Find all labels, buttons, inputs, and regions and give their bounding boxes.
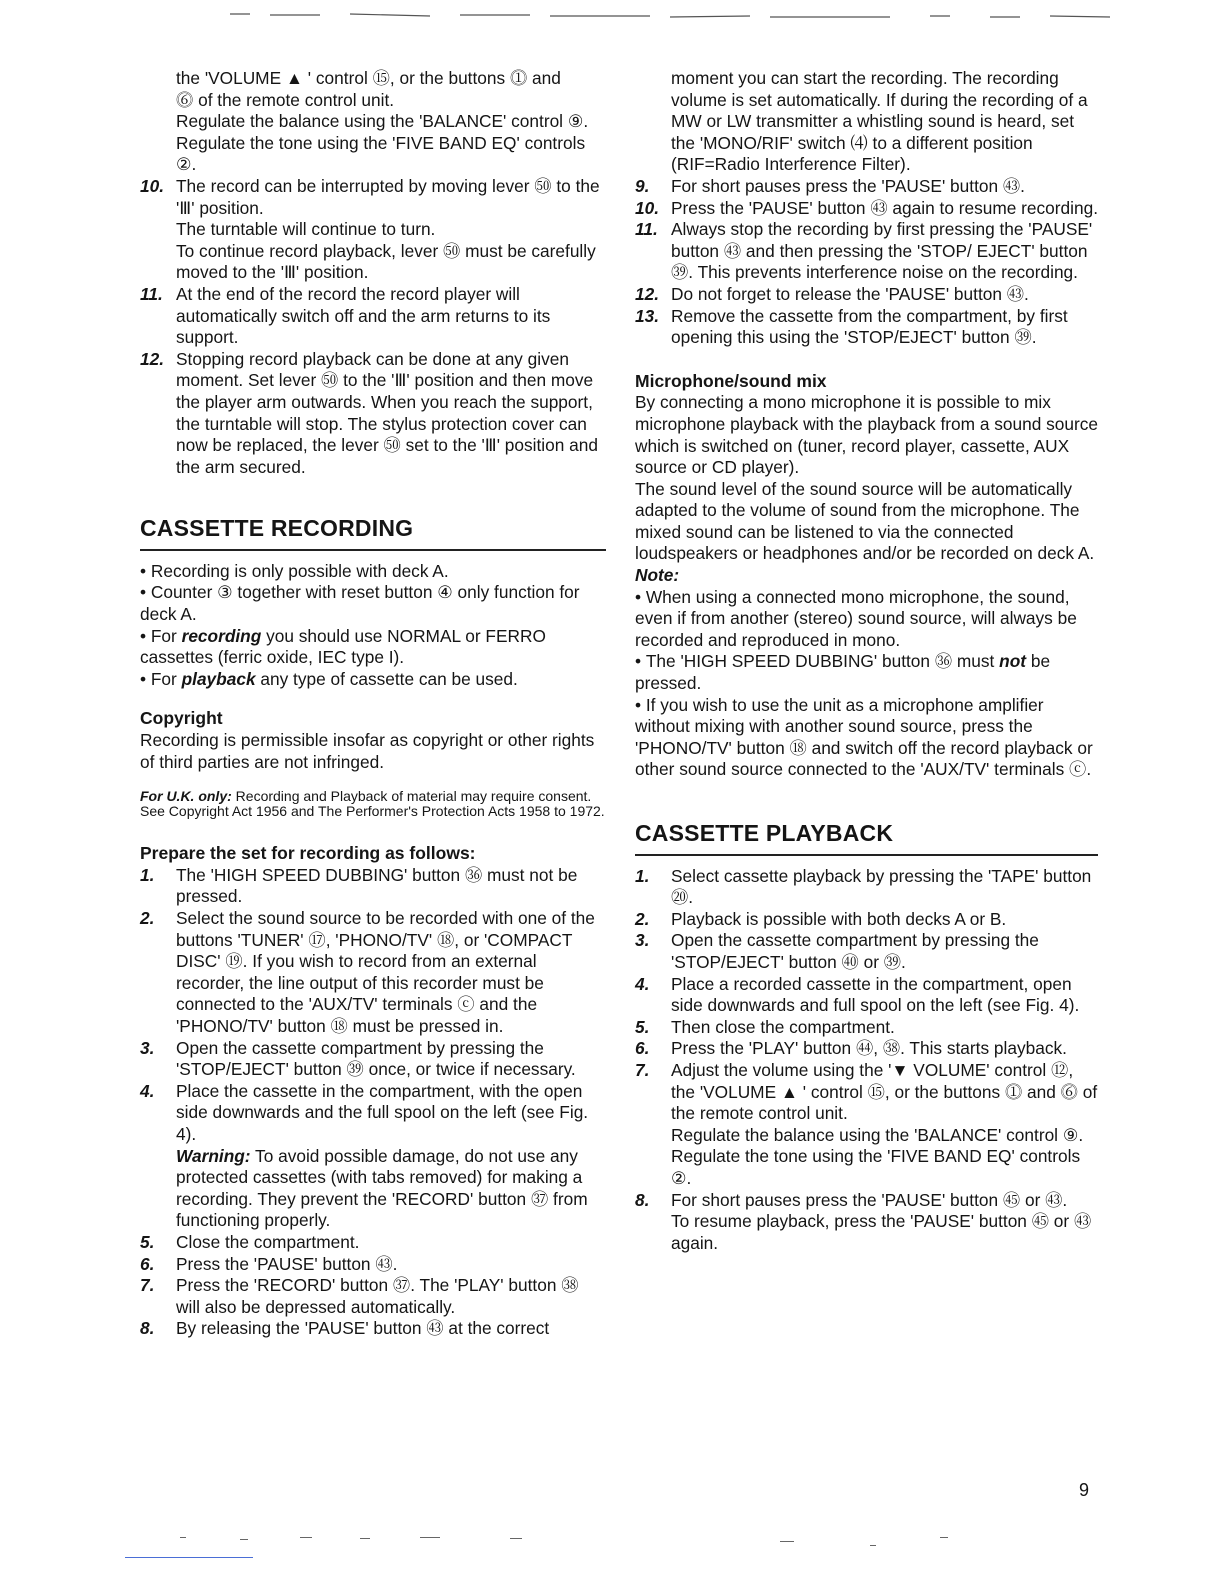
item-text: Remove the cassette from the compartment, by first opening this using the 'STOP/EJECT' button ㊴.	[671, 305, 1068, 348]
bullet-item	[635, 695, 1098, 781]
spacer	[140, 551, 606, 561]
item-number: 6.	[140, 1253, 155, 1274]
item-body	[671, 1017, 1098, 1039]
item-text: To resume playback, press the 'PAUSE' button ㊺ or ㊸ again.	[671, 1211, 1092, 1253]
item-text: Select cassette playback by pressing the 'TAPE' button ⑳.	[671, 865, 1092, 908]
item-number: 1.	[635, 865, 650, 886]
playback-step-3	[635, 974, 1098, 1017]
item-text: The 'HIGH SPEED DUBBING' button ㊱ must not be pressed.	[176, 864, 578, 907]
bullet-text: When using a connected mono microphone, the sound, even if from another (stereo) sound source, will always be recorded and reproduced in mono.	[635, 586, 1077, 650]
spacer	[140, 690, 606, 708]
warning-text	[176, 1146, 606, 1232]
item-body	[671, 1060, 1098, 1190]
item-text: The turntable will continue to turn.	[176, 219, 436, 240]
item-number: 11.	[140, 283, 163, 304]
recording-step-2	[140, 1038, 606, 1081]
section-title-cassette-playback: CASSETTE PLAYBACK	[635, 823, 1098, 856]
item-text: Regulate the balance using the 'BALANCE' control ⑨.	[671, 1124, 1084, 1145]
item-text: Press the 'PLAY' button ㊹, ㊳. This starts playback.	[671, 1038, 1067, 1059]
bullet-emphasis: not	[999, 651, 1027, 672]
bullet-item	[140, 669, 606, 691]
recording-step-continued-1	[635, 198, 1098, 220]
item-text: At the end of the record the record player will automatically switch off and the arm returns to its support.	[176, 283, 551, 348]
recording-step-4	[140, 1232, 606, 1254]
item-text: Adjust the volume using the '▼ VOLUME' control ⑫, the 'VOLUME ▲ ' control ⑮, or the buttons ⓵ and ⓺ of the remote control unit.	[671, 1059, 1098, 1124]
bullet-text: If you wish to use the unit as a microphone amplifier without mixing with another sound source, press the 'PHONO/TV' button ⑱ and switch off the record playback or other sound source connected to the 'AUX/TV' terminals ⓒ.	[635, 694, 1093, 780]
item-number: 12.	[140, 348, 165, 369]
item-number: 12.	[635, 283, 660, 304]
playback-step-4	[635, 1017, 1098, 1039]
item-number: 8.	[635, 1189, 650, 1210]
item-text: Press the 'PAUSE' button ㊸ again to resume recording.	[671, 197, 1099, 218]
item-body	[176, 1275, 606, 1318]
playback-step-6	[635, 1060, 1098, 1190]
item-text: Place the cassette in the compartment, with the open side downwards and the full spool on the left (see Fig. 4).	[176, 1080, 589, 1144]
item-text: Close the compartment.	[176, 1231, 360, 1252]
uk-notice	[140, 789, 606, 819]
item-body	[671, 930, 1098, 973]
bullet-item	[140, 626, 606, 669]
item-body	[176, 1081, 606, 1232]
spacer	[140, 478, 606, 518]
item-text: Then close the compartment.	[671, 1016, 895, 1037]
item-number: 2.	[140, 908, 155, 928]
bullet-emphasis: playback	[181, 668, 256, 689]
continued-text: Regulate the tone using the 'FIVE BAND EQ' controls ②.	[176, 132, 586, 175]
item-body	[176, 349, 606, 479]
item-number: 10.	[140, 175, 165, 196]
recording-step-1	[140, 908, 606, 1038]
item-text: Playback is possible with both decks A or B.	[671, 908, 1007, 929]
item-text: For short pauses press the 'PAUSE' button ㊺ or ㊸.	[671, 1189, 1068, 1210]
item-text: Open the cassette compartment by pressing the 'STOP/EJECT' button ㊴ once, or twice if necessary.	[176, 1037, 576, 1080]
item-number: 13.	[635, 305, 660, 326]
item-body	[671, 866, 1098, 909]
bullet-text: Counter ③ together with reset button ④ only function for deck A.	[140, 582, 580, 625]
microphone-heading: Microphone/sound mix	[635, 370, 827, 391]
item-body	[176, 1318, 606, 1340]
item-number: 3.	[140, 1037, 155, 1058]
spacer	[635, 856, 1098, 866]
recording-step-continued-2	[635, 219, 1098, 284]
bullet-item	[140, 582, 606, 625]
recording-step-continued-0	[635, 176, 1098, 198]
item-number: 4.	[140, 1080, 155, 1101]
item-body	[176, 1232, 606, 1254]
item-text: Place a recorded cassette in the compartment, open side downwards and full spool on the left (see Fig. 4).	[671, 973, 1080, 1016]
item-body	[671, 1190, 1098, 1255]
item-text: The record can be interrupted by moving lever ㊿ to the 'Ⅲ' position.	[176, 175, 600, 218]
continued-text: ⓺ of the remote control unit.	[176, 89, 395, 110]
bullet-text: The 'HIGH SPEED DUBBING' button ㊱ must	[645, 651, 1000, 672]
microphone-text: By connecting a mono microphone it is possible to mix microphone playback with the playback from a sound source which is switched on (tuner, record player, cassette, AUX source or CD player).	[635, 392, 1098, 478]
bullet-text: any type of cassette can be used.	[255, 668, 518, 689]
playback-step-2	[635, 930, 1098, 973]
left-column	[140, 68, 606, 1340]
playback-step-5	[635, 1038, 1098, 1060]
continued-text: moment you can start the recording. The recording volume is set automatically. If during the recording of a MW or LW transmitter a whistling sound is heard, set the 'MONO/RIF' switch ⑷ to a different position (RIF=Radio Interference Filter).	[671, 68, 1088, 175]
item-body	[176, 284, 606, 349]
item-body	[176, 865, 606, 908]
item-body	[176, 1254, 606, 1276]
item-body	[671, 176, 1098, 198]
turntable-step-1	[140, 284, 606, 349]
item-text: Press the 'PAUSE' button ㊸.	[176, 1253, 398, 1274]
turntable-step-0	[140, 176, 606, 284]
item-number: 1.	[140, 864, 155, 885]
scan-noise-bottom	[180, 1535, 1060, 1575]
item-number: 4.	[635, 973, 650, 994]
playback-step-0	[635, 866, 1098, 909]
bullet-item	[140, 561, 606, 583]
microphone-text: The sound level of the sound source will be automatically adapted to the volume of sound from the microphone. The mixed sound can be listened to via the connected loudspeakers or headphones and/or be recorded on deck A.	[635, 478, 1095, 564]
item-body	[671, 306, 1098, 349]
playback-step-7	[635, 1190, 1098, 1255]
prepare-heading: Prepare the set for recording as follows:	[140, 843, 476, 864]
item-text: Open the cassette compartment by pressing the 'STOP/EJECT' button ㊵ or ㊴.	[671, 930, 1039, 972]
section-title-cassette-recording: CASSETTE RECORDING	[140, 518, 606, 551]
item-number: 10.	[635, 197, 660, 218]
playback-step-1	[635, 909, 1098, 931]
item-number: 7.	[635, 1059, 650, 1080]
bullet-text: Recording is only possible with deck A.	[150, 560, 449, 581]
spacer	[140, 819, 606, 843]
continued-text: the 'VOLUME ▲ ' control ⑮, or the buttons ⓵ and	[176, 68, 561, 88]
item-number: 3.	[635, 930, 650, 951]
warning-body: To avoid possible damage, do not use any protected cassettes (with tabs removed) for making a recording. They prevent the 'RECORD' button ㊲ from functioning properly.	[176, 1145, 588, 1231]
item-number: 5.	[635, 1016, 650, 1037]
item-text: By releasing the 'PAUSE' button ㊸ at the correct	[176, 1318, 550, 1339]
item-text: Select the sound source to be recorded with one of the buttons 'TUNER' ⑰, 'PHONO/TV' ⑱, or 'COMPACT DISC' ⑲. If you wish to record from an external recorder, the line output of this recorder must be connected to the 'AUX/TV' terminals ⓒ and the 'PHONO/TV' button ⑱ must be pressed in.	[176, 908, 595, 1036]
right-column	[635, 68, 1098, 1254]
recording-step-3	[140, 1081, 606, 1232]
item-body	[671, 1038, 1098, 1060]
item-body	[176, 176, 606, 284]
recording-step-6	[140, 1275, 606, 1318]
page-number: 9	[1078, 1480, 1089, 1500]
item-text: Stopping record playback can be done at any given moment. Set lever ㊿ to the 'Ⅲ' position and then move the player arm outwards. When you reach the support, the turntable will stop. The stylus protection cover can now be replaced, the lever ㊿ set to the 'Ⅲ' position and the arm secured.	[176, 348, 598, 477]
item-text: Press the 'RECORD' button ㊲. The 'PLAY' button ㊳ will also be depressed automatically.	[176, 1275, 579, 1317]
spacer	[635, 781, 1098, 823]
recording-step-continued-4	[635, 306, 1098, 349]
item-body	[176, 908, 606, 1038]
item-number: 9.	[635, 175, 650, 196]
copyright-text: Recording is permissible insofar as copyright or other rights of third parties are not infringed.	[140, 730, 595, 772]
bullet-item	[635, 587, 1098, 652]
item-text: To continue record playback, lever ㊿ must be carefully moved to the 'Ⅲ' position.	[176, 240, 596, 283]
scan-noise-top	[230, 10, 1130, 20]
spacer	[635, 349, 1098, 371]
uk-notice-text: Recording and Playback of material may require consent. See Copyright Act 1956 and The Performer's Protection Acts 1958 to 1972.	[140, 788, 605, 820]
item-text: For short pauses press the 'PAUSE' button ㊸.	[671, 175, 1025, 196]
item-body	[671, 909, 1098, 931]
warning-label: Warning:	[176, 1145, 251, 1166]
item-number: 5.	[140, 1231, 155, 1252]
recording-step-continued-3	[635, 284, 1098, 306]
item-number: 6.	[635, 1038, 650, 1059]
item-body	[671, 974, 1098, 1017]
spacer	[140, 773, 606, 789]
item-number: 2.	[635, 908, 650, 929]
item-number: 11.	[635, 219, 658, 240]
recording-step-5	[140, 1254, 606, 1276]
recording-step-7	[140, 1318, 606, 1340]
uk-notice-label: For U.K. only:	[140, 788, 232, 805]
turntable-step-2	[140, 349, 606, 479]
continued-text: Regulate the balance using the 'BALANCE' control ⑨.	[176, 111, 589, 132]
copyright-heading: Copyright	[140, 708, 223, 729]
bullet-text: For	[150, 668, 182, 689]
item-number: 7.	[140, 1275, 155, 1296]
item-body	[176, 1038, 606, 1081]
bullet-item	[635, 651, 1098, 694]
item-text: Always stop the recording by first pressing the 'PAUSE' button ㊸ and then pressing the 'STOP/ EJECT' button ㊴. This prevents interference noise on the recording.	[671, 219, 1093, 283]
recording-step-0	[140, 865, 606, 908]
item-number: 8.	[140, 1318, 155, 1339]
item-body	[671, 198, 1098, 220]
note-label: Note:	[635, 565, 680, 586]
bullet-text: be pressed.	[635, 651, 1051, 694]
item-body	[671, 219, 1098, 284]
bullet-emphasis: recording	[181, 625, 262, 646]
item-text: Regulate the tone using the 'FIVE BAND EQ' controls ②.	[671, 1146, 1081, 1188]
item-text: Do not forget to release the 'PAUSE' button ㊸.	[671, 283, 1029, 304]
bullet-text: For	[150, 625, 182, 646]
footer-rule	[125, 1557, 253, 1558]
item-body	[671, 284, 1098, 306]
bullet-text: you should use NORMAL or FERRO cassettes (ferric oxide, IEC type I).	[140, 625, 546, 668]
